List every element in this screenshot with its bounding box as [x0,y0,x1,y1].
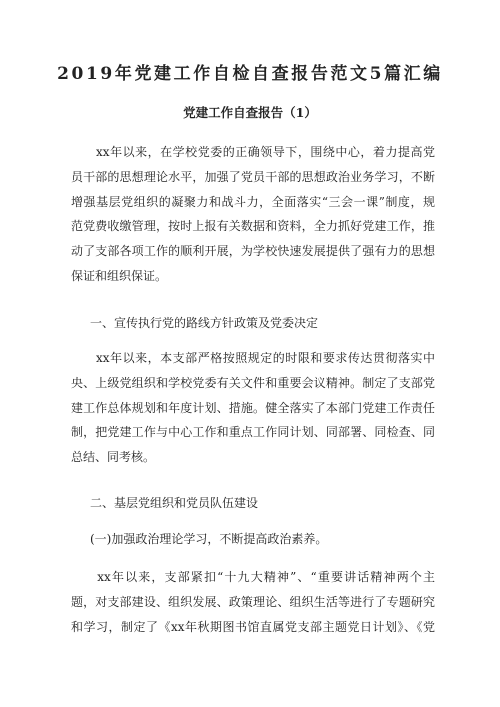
text-line: 范党费收缴管理，按时上报有关数据和资料，全力抓好党建工作，推 [71,219,435,234]
text-line: 题，对支部建设、组织发展、政策理论、组织生活等进行了专题研究 [71,594,435,609]
section-heading-1: 一、宣传执行党的路线方针政策及党委决定 [90,316,319,330]
paragraph-policy [71,346,435,470]
text-line: xx年以来，支部紧扣“十九大精神”、“重要讲话精神两个主 [71,570,435,584]
text-line: 建工作总体规划和年度计划、措施。健全落实了本部门党建工作责任 [71,400,435,415]
text-line: 央、上级党组织和学校党委有关文件和重要会议精神。制定了支部党 [71,375,435,390]
document-title: 2019年党建工作自检自查报告范文5篇汇编 [57,64,443,84]
text-line: 和学习，制定了《xx年秋期图书馆直属党支部主题党日计划》、《党 [71,619,435,634]
subsection-heading-1: (一)加强政治理论学习，不断提高政治素养。 [90,532,328,546]
text-line: xx年以来，在学校党委的正确领导下，围绕中心，着力提高党 [71,145,435,159]
text-line: 增强基层党组织的凝聚力和战斗力，全面落实“三会一课”制度，规 [71,194,435,209]
text-line: xx年以来，本支部严格按照规定的时限和要求传达贯彻落实中 [71,351,435,365]
paragraph-intro [71,140,435,289]
paragraph-study [71,565,435,639]
text-line: 员干部的思想理论水平，加强了党员干部的思想政治业务学习，不断 [71,169,435,184]
text-line: 总结、同考核。 [71,450,156,465]
report-subtitle: 党建工作自查报告（1） [183,105,317,120]
text-line: 动了支部各项工作的顺利开展，为学校快速发展提供了强有力的思想 [71,244,435,259]
section-heading-2: 二、基层党组织和党员队伍建设 [90,496,259,510]
text-line: 保证和组织保证。 [71,268,168,283]
text-line: 制，把党建工作与中心工作和重点工作同计划、同部署、同检查、同 [71,425,435,440]
